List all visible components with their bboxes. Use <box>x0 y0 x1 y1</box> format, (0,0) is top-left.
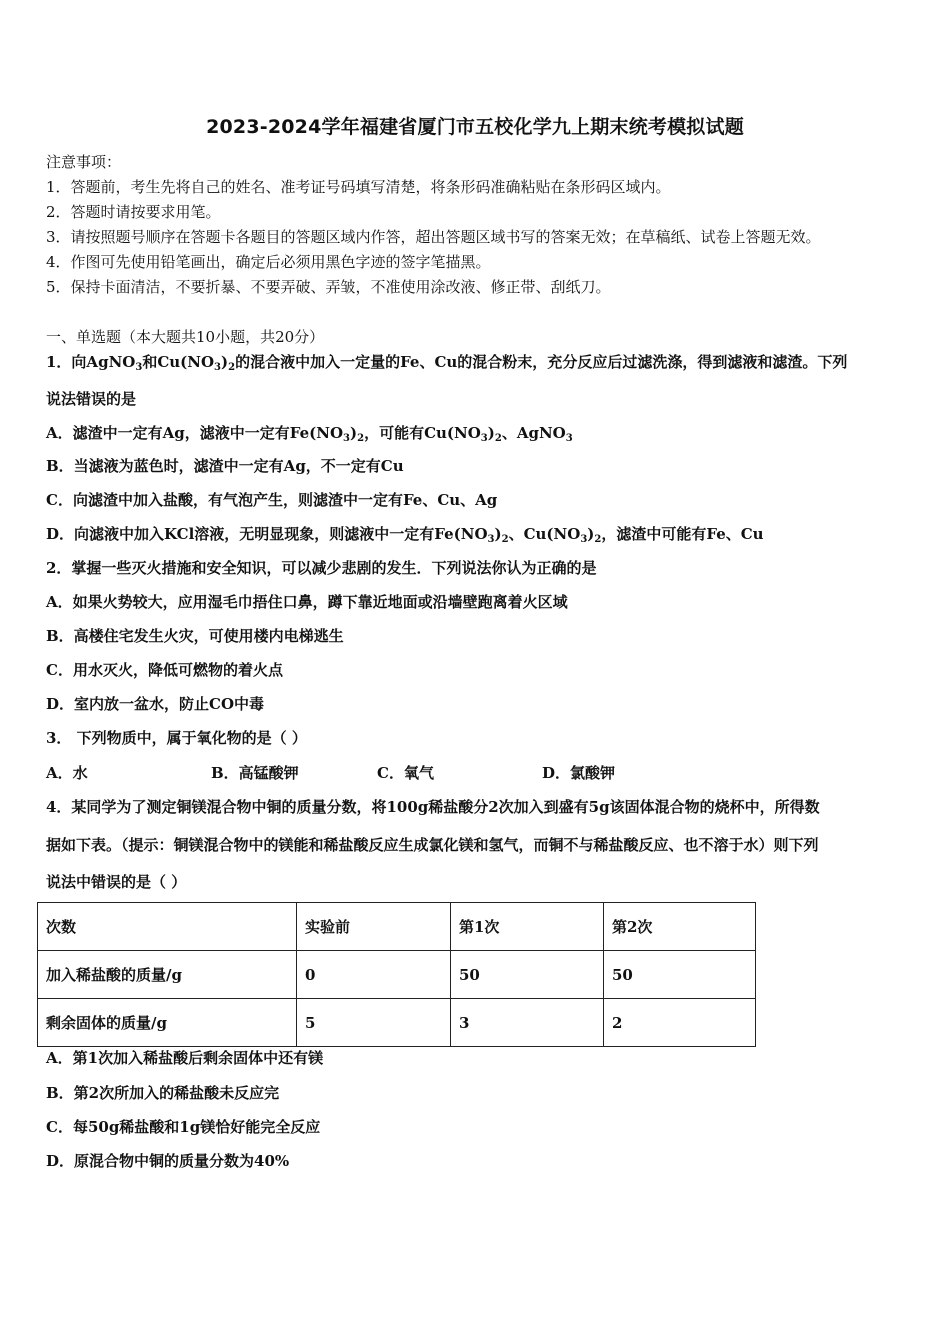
table-cell: 50 <box>451 951 604 999</box>
q1-option-a: A．滤渣中一定有Ag，滤液中一定有$Fe(NO_3)_2$，可能有$Cu(NO_3)_2$、AgNO$_3$ <box>46 424 573 444</box>
q2-option-c: C．用水灭火，降低可燃物的着火点 <box>46 661 283 679</box>
q2-option-b: B．高楼住宅发生火灾，可使用楼内电梯逃生 <box>46 627 344 645</box>
q1-option-b: B．当滤液为蓝色时，滤渣中一定有Ag，不一定有Cu <box>46 457 404 475</box>
q2-stem: 2．掌握一些灭火措施和安全知识，可以减少悲剧的发生．下列说法你认为正确的是 <box>46 559 597 577</box>
q3-option-c: C．氧气 <box>377 764 434 782</box>
q4-option-a: A．第1次加入稀盐酸后剩余固体中还有镁 <box>46 1049 324 1067</box>
q1-option-c: C．向滤渣中加入盐酸，有气泡产生，则滤渣中一定有Fe、Cu、Ag <box>46 491 498 509</box>
q4-stem-line3: 说法中错误的是（ ） <box>46 873 187 891</box>
q3-stem: 3． 下列物质中，属于氧化物的是（ ） <box>46 729 307 747</box>
q2-option-a: A．如果火势较大，应用湿毛巾捂住口鼻，蹲下靠近地面或沿墙壁跑离着火区域 <box>46 593 568 611</box>
notice-item-1: 1．答题前，考生先将自己的姓名、准考证号码填写清楚，将条形码准确粘贴在条形码区域内。 <box>46 178 671 196</box>
q1-option-d: D．向滤液中加入KCl溶液，无明显现象，则滤液中一定有$Fe(NO_3)_2$、$Cu(NO_3)_2$，滤渣中可能有Fe、Cu <box>46 525 764 545</box>
section-title: 一、单选题（本大题共10小题，共20分） <box>46 328 325 346</box>
q4-stem-line1: 4．某同学为了测定铜镁混合物中铜的质量分数，将100g稀盐酸分2次加入到盛有5g该固体混合物的烧杯中，所得数 <box>46 798 820 816</box>
table-header-cell: 次数 <box>38 903 297 951</box>
q4-stem-line2: 据如下表。（提示：铜镁混合物中的镁能和稀盐酸反应生成氯化镁和氢气，而铜不与稀盐酸反应、也不溶于水）则下列 <box>46 836 819 854</box>
q3-option-a: A．水 <box>46 764 88 782</box>
notice-heading: 注意事项： <box>46 153 122 171</box>
table-row <box>38 951 756 999</box>
q2-option-d: D．室内放一盆水，防止CO中毒 <box>46 695 265 713</box>
q3-option-d: D．氯酸钾 <box>542 764 616 782</box>
table-row <box>38 999 756 1047</box>
q4-data-table <box>37 902 756 1047</box>
q3-option-b: B．高锰酸钾 <box>211 764 299 782</box>
notice-item-2: 2．答题时请按要求用笔。 <box>46 203 221 221</box>
q4-option-d: D．原混合物中铜的质量分数为40% <box>46 1152 290 1170</box>
table-header-cell: 实验前 <box>297 903 451 951</box>
notice-item-5: 5．保持卡面清洁，不要折暴、不要弄破、弄皱，不准使用涂改液、修正带、刮纸刀。 <box>46 278 611 296</box>
notice-item-3: 3．请按照题号顺序在答题卡各题目的答题区域内作答，超出答题区域书写的答案无效；在草稿纸、试卷上答题无效。 <box>46 228 821 246</box>
table-cell: 加入稀盐酸的质量/g <box>38 951 297 999</box>
table-cell: 50 <box>604 951 756 999</box>
table-cell: 5 <box>297 999 451 1047</box>
q4-option-c: C．每50g稀盐酸和1g镁恰好能完全反应 <box>46 1118 321 1136</box>
table-header-cell: 第1次 <box>451 903 604 951</box>
q1-stem: 1．向AgNO$_3$和$Cu(NO_3)_2$的混合液中加入一定量的Fe、Cu的混合粉末，充分反应后过滤洗涤，得到滤液和滤渣。下列 <box>46 353 848 373</box>
table-cell: 0 <box>297 951 451 999</box>
q4-option-b: B．第2次所加入的稀盐酸未反应完 <box>46 1084 280 1102</box>
table-cell: 剩余固体的质量/g <box>38 999 297 1047</box>
table-cell: 2 <box>604 999 756 1047</box>
page-title: 2023-2024学年福建省厦门市五校化学九上期末统考模拟试题 <box>206 116 744 138</box>
table-header-cell: 第2次 <box>604 903 756 951</box>
table-cell: 3 <box>451 999 604 1047</box>
table-header-row <box>38 903 756 951</box>
notice-item-4: 4．作图可先使用铅笔画出，确定后必须用黑色字迹的签字笔描黑。 <box>46 253 491 271</box>
q1-stem-line2: 说法错误的是 <box>46 390 137 408</box>
